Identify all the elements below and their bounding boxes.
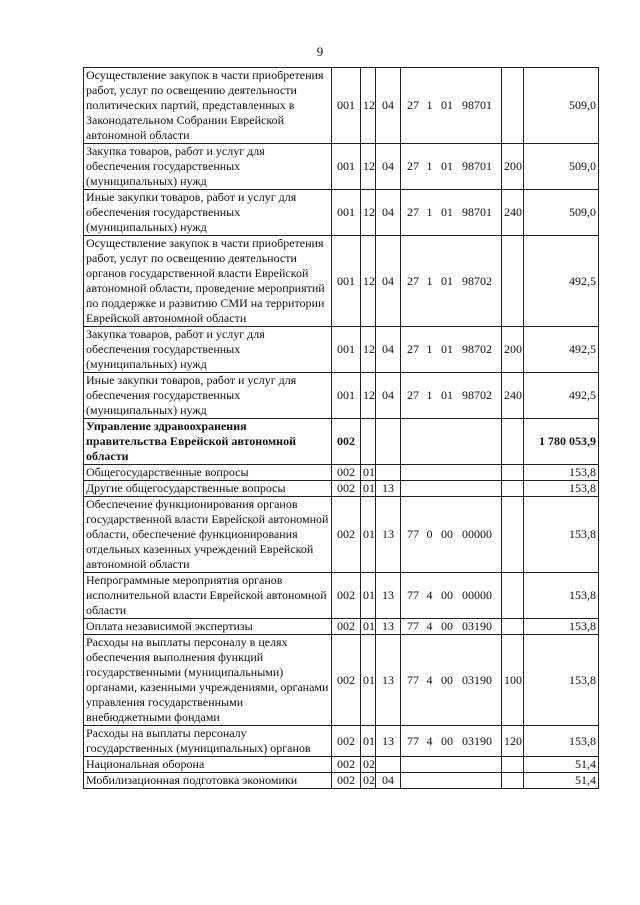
razdel-code-cell: 02 xyxy=(361,773,376,789)
csr-program-code: 27 xyxy=(407,388,419,402)
razdel-code-cell: 01 xyxy=(361,619,376,635)
csr-direction-code: 03190 xyxy=(462,733,492,748)
glav-code-cell: 002 xyxy=(332,726,361,757)
expense-type-cell xyxy=(502,497,524,573)
amount-cell: 153,8 xyxy=(524,635,599,726)
csr-direction-code: 00000 xyxy=(462,588,492,602)
table-row xyxy=(84,481,599,497)
glav-code-cell: 002 xyxy=(332,465,361,481)
table-row xyxy=(84,619,599,635)
csr-program-code: 77 xyxy=(407,588,419,602)
csr-direction-code: 98701 xyxy=(462,205,492,219)
glav-code-cell: 001 xyxy=(332,327,361,373)
amount-cell: 153,8 xyxy=(524,573,599,619)
csr-subprogram-code: 1 xyxy=(426,273,433,288)
csr-subprogram-code: 4 xyxy=(426,672,433,687)
amount-cell: 1 780 053,9 xyxy=(524,419,599,465)
glav-code-cell: 002 xyxy=(332,773,361,789)
podrazdel-code-cell xyxy=(376,419,401,465)
csr-subprogram-code: 4 xyxy=(426,733,433,748)
budget-table xyxy=(83,67,599,789)
podrazdel-code-cell: 13 xyxy=(376,726,401,757)
podrazdel-code-cell: 04 xyxy=(376,144,401,190)
glav-code-cell: 002 xyxy=(332,573,361,619)
amount-cell: 153,8 xyxy=(524,481,599,497)
razdel-code-cell: 12 xyxy=(361,68,376,144)
target-article-cell xyxy=(401,481,502,497)
row-name-cell: Расходы на выплаты персоналу государственных (муниципальных) органов xyxy=(84,726,332,757)
csr-subprogram-code: 4 xyxy=(426,588,433,602)
glav-code-cell: 001 xyxy=(332,68,361,144)
csr-measure-code: 01 xyxy=(441,205,453,219)
table-row xyxy=(84,68,599,144)
table-row xyxy=(84,419,599,465)
razdel-code-cell xyxy=(361,419,376,465)
csr-direction-code: 03190 xyxy=(462,619,492,633)
glav-code-cell: 002 xyxy=(332,419,361,465)
expense-type-cell xyxy=(502,619,524,635)
expense-type-cell xyxy=(502,481,524,497)
csr-subprogram-code: 1 xyxy=(426,159,433,173)
podrazdel-code-cell: 13 xyxy=(376,481,401,497)
row-name-cell: Иные закупки товаров, работ и услуг для обеспечения государственных (муниципальных) нужд xyxy=(84,190,332,236)
table-row xyxy=(84,497,599,573)
csr-measure-code: 00 xyxy=(441,672,453,687)
target-article-cell xyxy=(401,757,502,773)
csr-measure-code: 00 xyxy=(441,733,453,748)
razdel-code-cell: 01 xyxy=(361,726,376,757)
target-article-cell xyxy=(401,144,502,190)
row-name-cell: Закупка товаров, работ и услуг для обеспечения государственных (муниципальных) нужд xyxy=(84,327,332,373)
table-row xyxy=(84,236,599,327)
podrazdel-code-cell: 13 xyxy=(376,635,401,726)
amount-cell: 153,8 xyxy=(524,465,599,481)
podrazdel-code-cell xyxy=(376,757,401,773)
amount-cell: 492,5 xyxy=(524,327,599,373)
row-name-cell: Мобилизационная подготовка экономики xyxy=(84,773,332,789)
target-article-cell xyxy=(401,497,502,573)
amount-cell: 153,8 xyxy=(524,497,599,573)
csr-measure-code: 01 xyxy=(441,98,453,112)
podrazdel-code-cell: 04 xyxy=(376,68,401,144)
row-name-cell: Непрограммные мероприятия органов исполнительной власти Еврейской автономной области xyxy=(84,573,332,619)
target-article-cell xyxy=(401,619,502,635)
target-article-cell xyxy=(401,573,502,619)
expense-type-cell xyxy=(502,236,524,327)
glav-code-cell: 001 xyxy=(332,144,361,190)
amount-cell: 509,0 xyxy=(524,68,599,144)
csr-subprogram-code: 0 xyxy=(426,527,433,541)
expense-type-cell xyxy=(502,68,524,144)
target-article-cell xyxy=(401,419,502,465)
podrazdel-code-cell: 13 xyxy=(376,619,401,635)
csr-measure-code: 01 xyxy=(441,388,453,402)
expense-type-cell xyxy=(502,573,524,619)
csr-measure-code: 00 xyxy=(441,527,453,541)
row-name-cell: Иные закупки товаров, работ и услуг для обеспечения государственных (муниципальных) нужд xyxy=(84,373,332,419)
amount-cell: 153,8 xyxy=(524,726,599,757)
glav-code-cell: 002 xyxy=(332,757,361,773)
csr-program-code: 27 xyxy=(407,342,419,356)
podrazdel-code-cell: 04 xyxy=(376,373,401,419)
razdel-code-cell: 12 xyxy=(361,327,376,373)
expense-type-cell xyxy=(502,419,524,465)
csr-measure-code: 01 xyxy=(441,342,453,356)
row-name-cell: Осуществление закупок в части приобретения работ, услуг по освещению деятельности политических партий, представленных в Законодательном Собрании Еврейской автономной области xyxy=(84,68,332,144)
razdel-code-cell: 12 xyxy=(361,144,376,190)
csr-direction-code: 03190 xyxy=(462,672,492,687)
expense-type-cell xyxy=(502,773,524,789)
target-article-cell xyxy=(401,327,502,373)
csr-direction-code: 00000 xyxy=(462,527,492,541)
amount-cell: 509,0 xyxy=(524,144,599,190)
csr-direction-code: 98702 xyxy=(462,342,492,356)
razdel-code-cell: 01 xyxy=(361,465,376,481)
expense-type-cell xyxy=(502,465,524,481)
row-name-cell: Обеспечение функционирования органов государственной власти Еврейской автономной области, обеспечение функционирования отдельных казенных учреждений Еврейской автономной области xyxy=(84,497,332,573)
table-row xyxy=(84,465,599,481)
target-article-cell xyxy=(401,190,502,236)
csr-direction-code: 98701 xyxy=(462,98,492,112)
csr-program-code: 77 xyxy=(407,527,419,541)
podrazdel-code-cell: 04 xyxy=(376,327,401,373)
table-row xyxy=(84,144,599,190)
csr-direction-code: 98702 xyxy=(462,273,492,288)
glav-code-cell: 001 xyxy=(332,190,361,236)
row-name-cell: Осуществление закупок в части приобретения работ, услуг по освещению деятельности органов государственной власти Еврейской автономной области, проведение мероприятий по поддержке и развитию СМИ на территории Еврейской автономной области xyxy=(84,236,332,327)
table-row xyxy=(84,327,599,373)
table-row xyxy=(84,757,599,773)
row-name-cell: Оплата независимой экспертизы xyxy=(84,619,332,635)
target-article-cell xyxy=(401,373,502,419)
table-row xyxy=(84,635,599,726)
row-name-cell: Управление здравоохранения правительства Еврейской автономной области xyxy=(84,419,332,465)
target-article-cell xyxy=(401,635,502,726)
table-row xyxy=(84,573,599,619)
csr-measure-code: 01 xyxy=(441,159,453,173)
razdel-code-cell: 12 xyxy=(361,236,376,327)
expense-type-cell: 240 xyxy=(502,190,524,236)
csr-subprogram-code: 1 xyxy=(426,98,433,112)
page-number: 9 xyxy=(316,44,324,59)
podrazdel-code-cell: 13 xyxy=(376,573,401,619)
target-article-cell xyxy=(401,726,502,757)
expense-type-cell: 200 xyxy=(502,327,524,373)
glav-code-cell: 001 xyxy=(332,373,361,419)
csr-program-code: 27 xyxy=(407,159,419,173)
csr-program-code: 77 xyxy=(407,672,419,687)
csr-subprogram-code: 1 xyxy=(426,388,433,402)
csr-subprogram-code: 4 xyxy=(426,619,433,633)
target-article-cell xyxy=(401,68,502,144)
amount-cell: 153,8 xyxy=(524,619,599,635)
podrazdel-code-cell: 13 xyxy=(376,497,401,573)
glav-code-cell: 001 xyxy=(332,236,361,327)
csr-program-code: 27 xyxy=(407,205,419,219)
razdel-code-cell: 12 xyxy=(361,373,376,419)
csr-program-code: 27 xyxy=(407,98,419,112)
expense-type-cell: 240 xyxy=(502,373,524,419)
row-name-cell: Общегосударственные вопросы xyxy=(84,465,332,481)
row-name-cell: Национальная оборона xyxy=(84,757,332,773)
amount-cell: 492,5 xyxy=(524,236,599,327)
expense-type-cell: 200 xyxy=(502,144,524,190)
csr-measure-code: 00 xyxy=(441,588,453,602)
amount-cell: 509,0 xyxy=(524,190,599,236)
glav-code-cell: 002 xyxy=(332,619,361,635)
amount-cell: 51,4 xyxy=(524,773,599,789)
podrazdel-code-cell: 04 xyxy=(376,190,401,236)
razdel-code-cell: 01 xyxy=(361,635,376,726)
target-article-cell xyxy=(401,465,502,481)
table-row xyxy=(84,373,599,419)
expense-type-cell: 120 xyxy=(502,726,524,757)
csr-direction-code: 98702 xyxy=(462,388,492,402)
row-name-cell: Расходы на выплаты персоналу в целях обеспечения выполнения функций государственными (муниципальными) органами, казенными учреждениями, органами управления государственными внебюджетными фондами xyxy=(84,635,332,726)
podrazdel-code-cell: 04 xyxy=(376,236,401,327)
glav-code-cell: 002 xyxy=(332,635,361,726)
budget-table-body xyxy=(84,68,599,789)
csr-program-code: 27 xyxy=(407,273,419,288)
amount-cell: 492,5 xyxy=(524,373,599,419)
razdel-code-cell: 01 xyxy=(361,481,376,497)
expense-type-cell xyxy=(502,757,524,773)
csr-program-code: 77 xyxy=(407,619,419,633)
expense-type-cell: 100 xyxy=(502,635,524,726)
razdel-code-cell: 02 xyxy=(361,757,376,773)
razdel-code-cell: 01 xyxy=(361,497,376,573)
table-row xyxy=(84,773,599,789)
csr-subprogram-code: 1 xyxy=(426,342,433,356)
target-article-cell xyxy=(401,773,502,789)
row-name-cell: Закупка товаров, работ и услуг для обеспечения государственных (муниципальных) нужд xyxy=(84,144,332,190)
glav-code-cell: 002 xyxy=(332,481,361,497)
csr-direction-code: 98701 xyxy=(462,159,492,173)
razdel-code-cell: 12 xyxy=(361,190,376,236)
amount-cell: 51,4 xyxy=(524,757,599,773)
podrazdel-code-cell xyxy=(376,465,401,481)
glav-code-cell: 002 xyxy=(332,497,361,573)
table-row xyxy=(84,726,599,757)
row-name-cell: Другие общегосударственные вопросы xyxy=(84,481,332,497)
target-article-cell xyxy=(401,236,502,327)
csr-measure-code: 01 xyxy=(441,273,453,288)
razdel-code-cell: 01 xyxy=(361,573,376,619)
csr-measure-code: 00 xyxy=(441,619,453,633)
podrazdel-code-cell: 04 xyxy=(376,773,401,789)
table-row xyxy=(84,190,599,236)
csr-subprogram-code: 1 xyxy=(426,205,433,219)
csr-program-code: 77 xyxy=(407,733,419,748)
